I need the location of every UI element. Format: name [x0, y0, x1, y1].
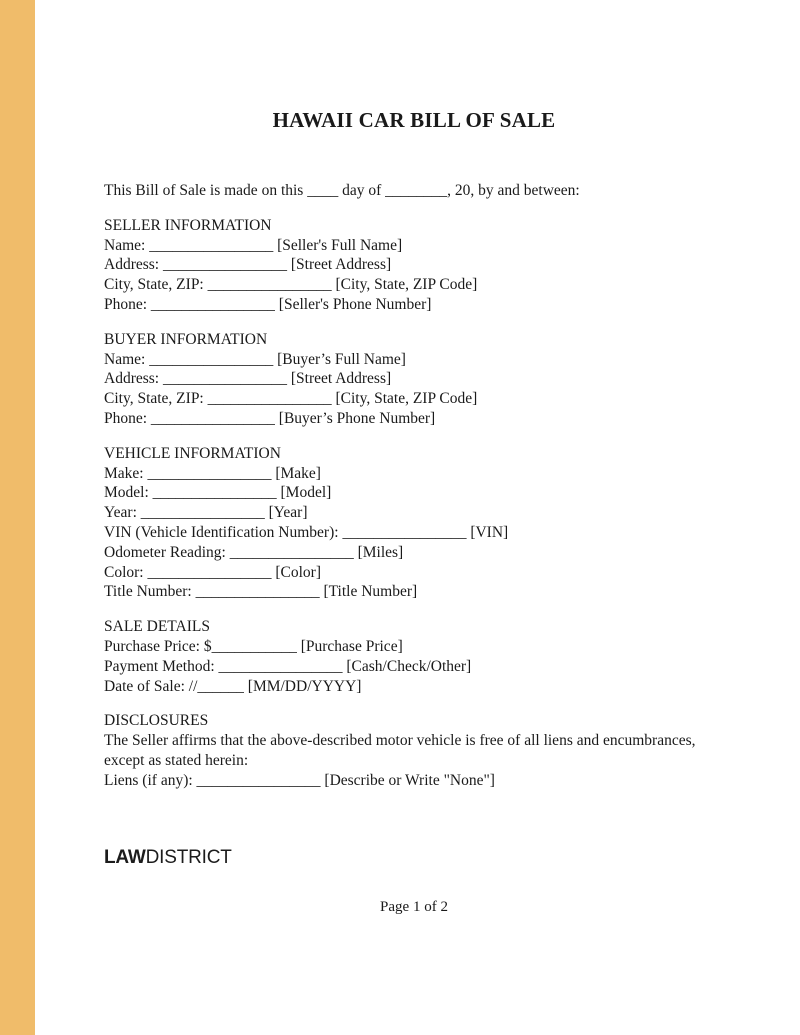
page-number-footer: Page 1 of 2: [380, 899, 448, 915]
section-spacer: [104, 429, 724, 444]
field-buyer-city-state-zip[interactable]: City, State, ZIP: ________________ [City, State, ZIP Code]: [104, 390, 478, 408]
section-heading-buyer: BUYER INFORMATION: [104, 330, 268, 348]
field-date-of-sale[interactable]: Date of Sale: //______ [MM/DD/YYYY]: [104, 677, 362, 695]
field-vehicle-model[interactable]: Model: ________________ [Model]: [104, 484, 332, 502]
field-payment-method[interactable]: Payment Method: ________________ [Cash/Check/Other]: [104, 657, 472, 675]
field-vehicle-color[interactable]: Color: ________________ [Color]: [104, 563, 321, 581]
logo-light-text: DISTRICT: [145, 847, 232, 868]
field-buyer-name[interactable]: Name: ________________ [Buyer’s Full Name]: [104, 350, 406, 368]
lawdistrict-logo: [104, 847, 232, 869]
field-vehicle-make[interactable]: Make: ________________ [Make]: [104, 464, 321, 482]
document-body: [104, 181, 724, 791]
field-vehicle-title-number[interactable]: Title Number: ________________ [Title Number]: [104, 583, 418, 601]
intro-paragraph: This Bill of Sale is made on this ____ day of ________, 20, by and between:: [104, 182, 580, 199]
section-spacer: [104, 201, 724, 216]
field-vehicle-vin[interactable]: VIN (Vehicle Identification Number): ________________ [VIN]: [104, 523, 509, 541]
section-spacer: [104, 602, 724, 617]
field-seller-name[interactable]: Name: ________________ [Seller's Full Name]: [104, 236, 403, 254]
field-vehicle-odometer[interactable]: Odometer Reading: ________________ [Miles]: [104, 543, 404, 561]
field-seller-phone[interactable]: Phone: ________________ [Seller's Phone Number]: [104, 295, 432, 313]
section-spacer: [104, 696, 724, 711]
document-content: [104, 0, 724, 1035]
section-heading-sale-details: SALE DETAILS: [104, 618, 210, 636]
field-vehicle-year[interactable]: Year: ________________ [Year]: [104, 504, 308, 522]
section-heading-vehicle: VEHICLE INFORMATION: [104, 444, 281, 462]
field-buyer-phone[interactable]: Phone: ________________ [Buyer’s Phone Number]: [104, 409, 436, 427]
field-buyer-address[interactable]: Address: ________________ [Street Address]: [104, 370, 392, 388]
disclosures-statement: The Seller affirms that the above-described motor vehicle is free of all liens and encumbrances, except as stated herein:: [104, 732, 696, 769]
section-heading-seller: SELLER INFORMATION: [104, 216, 272, 234]
page-title: HAWAII CAR BILL OF SALE: [272, 108, 556, 132]
section-heading-disclosures: DISCLOSURES: [104, 712, 209, 730]
logo-bold-text: LAW: [104, 847, 146, 868]
field-seller-address[interactable]: Address: ________________ [Street Address]: [104, 256, 392, 274]
accent-side-bar: [0, 0, 35, 1035]
field-purchase-price[interactable]: Purchase Price: $___________ [Purchase Price]: [104, 637, 403, 655]
field-seller-city-state-zip[interactable]: City, State, ZIP: ________________ [City, State, ZIP Code]: [104, 276, 478, 294]
field-liens[interactable]: Liens (if any): ________________ [Describe or Write "None"]: [104, 771, 495, 789]
section-spacer: [104, 315, 724, 330]
